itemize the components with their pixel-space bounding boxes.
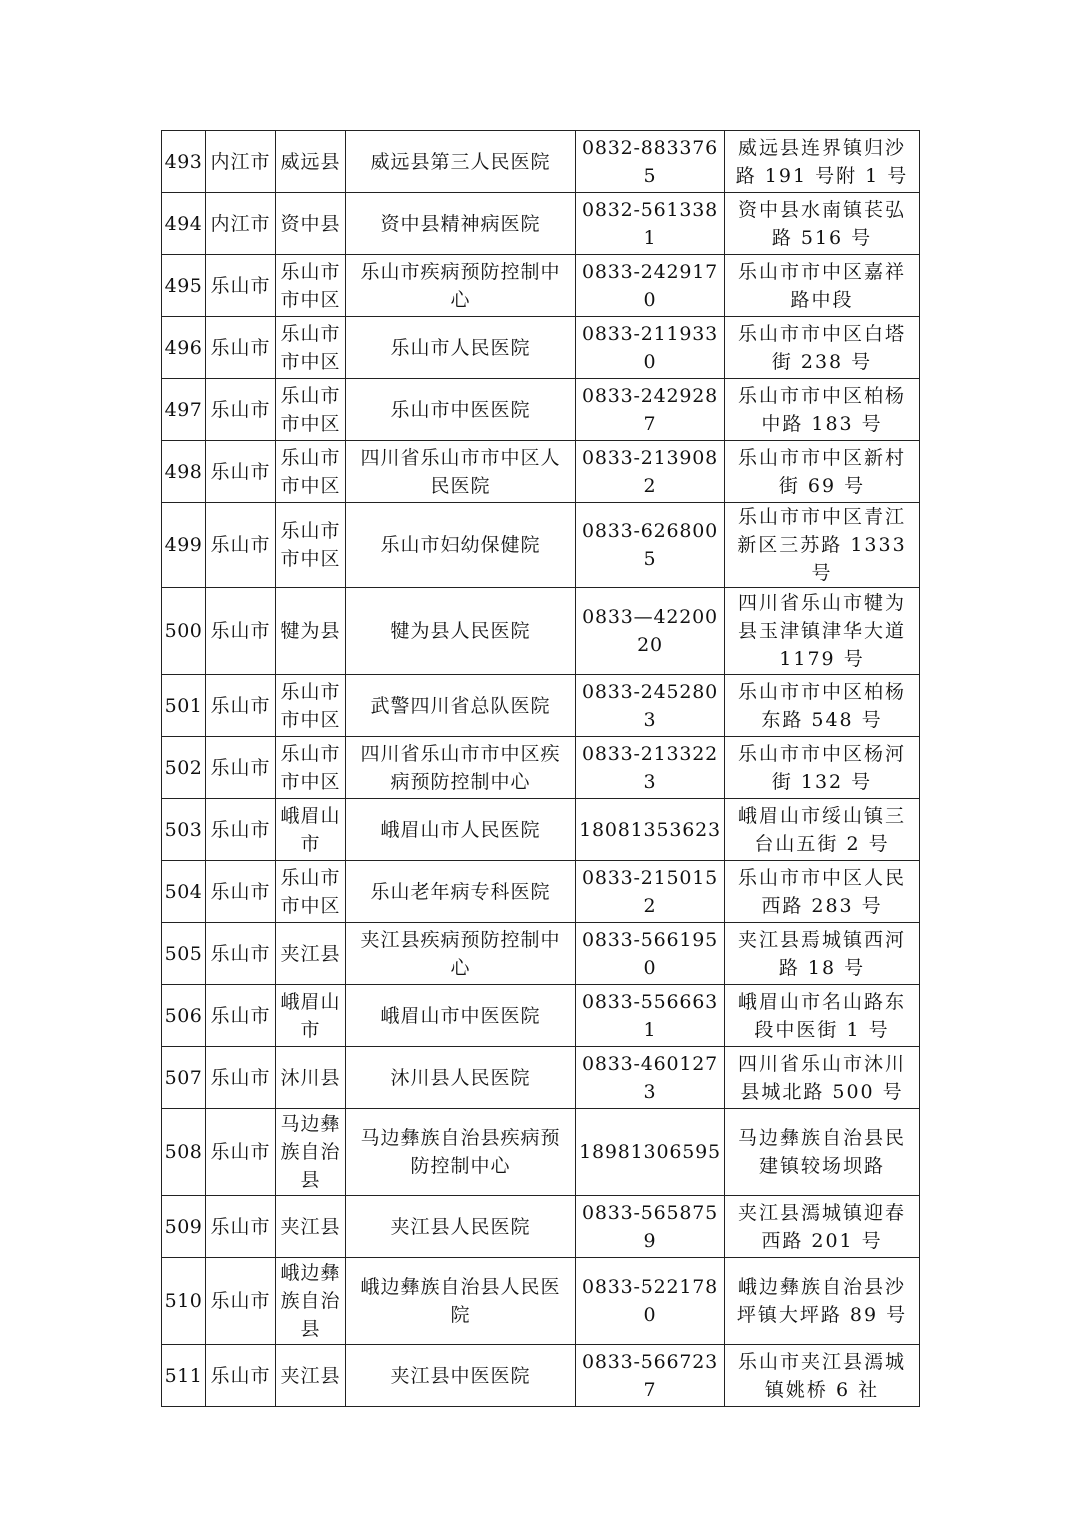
table-body: [162, 131, 920, 1407]
address-cell: 马边彝族自治县民建镇较场坝路: [725, 1109, 920, 1196]
phone-cell: 0833-2150152: [576, 861, 725, 923]
institution-name-cell: 马边彝族自治县疾病预防控制中心: [346, 1109, 576, 1196]
institution-name-cell: 乐山老年病专科医院: [346, 861, 576, 923]
county-cell: 乐山市市中区: [276, 255, 346, 317]
row-number: 497: [162, 379, 206, 441]
row-number: 511: [162, 1345, 206, 1407]
address-cell: 乐山市市中区人民西路 283 号: [725, 861, 920, 923]
table-row: [162, 255, 920, 317]
institution-name-cell: 峨眉山市中医医院: [346, 985, 576, 1047]
address-cell: 四川省乐山市犍为县玉津镇津华大道 1179 号: [725, 588, 920, 675]
table-row: [162, 737, 920, 799]
address-cell: 资中县水南镇苌弘路 516 号: [725, 193, 920, 255]
county-cell: 乐山市市中区: [276, 441, 346, 503]
institution-name-cell: 夹江县人民医院: [346, 1196, 576, 1258]
county-cell: 峨边彝族自治县: [276, 1258, 346, 1345]
city-cell: 乐山市: [206, 379, 276, 441]
table-row: [162, 441, 920, 503]
phone-cell: 0833-2429287: [576, 379, 725, 441]
phone-cell: 0833-5661950: [576, 923, 725, 985]
row-number: 504: [162, 861, 206, 923]
city-cell: 乐山市: [206, 985, 276, 1047]
county-cell: 犍为县: [276, 588, 346, 675]
county-cell: 资中县: [276, 193, 346, 255]
phone-cell: 0833-5221780: [576, 1258, 725, 1345]
city-cell: 乐山市: [206, 799, 276, 861]
address-cell: 夹江县焉城镇西河路 18 号: [725, 923, 920, 985]
phone-cell: 0833-6268005: [576, 503, 725, 588]
table-row: [162, 131, 920, 193]
city-cell: 乐山市: [206, 675, 276, 737]
address-cell: 乐山市市中区嘉祥路中段: [725, 255, 920, 317]
row-number: 500: [162, 588, 206, 675]
address-cell: 乐山市市中区新村街 69 号: [725, 441, 920, 503]
city-cell: 乐山市: [206, 317, 276, 379]
row-number: 505: [162, 923, 206, 985]
phone-cell: 0833-5667237: [576, 1345, 725, 1407]
row-number: 494: [162, 193, 206, 255]
address-cell: 威远县连界镇归沙路 191 号附 1 号: [725, 131, 920, 193]
row-number: 496: [162, 317, 206, 379]
city-cell: 乐山市: [206, 503, 276, 588]
county-cell: 沐川县: [276, 1047, 346, 1109]
phone-cell: 0833-2139082: [576, 441, 725, 503]
row-number: 498: [162, 441, 206, 503]
row-number: 507: [162, 1047, 206, 1109]
phone-cell: 0833-4601273: [576, 1047, 725, 1109]
table-row: [162, 503, 920, 588]
institution-name-cell: 乐山市人民医院: [346, 317, 576, 379]
phone-cell: 18981306595: [576, 1109, 725, 1196]
phone-cell: 0833-2119330: [576, 317, 725, 379]
table-row: [162, 1196, 920, 1258]
county-cell: 乐山市市中区: [276, 675, 346, 737]
row-number: 502: [162, 737, 206, 799]
city-cell: 乐山市: [206, 1345, 276, 1407]
phone-cell: 0833-2452803: [576, 675, 725, 737]
phone-cell: 0833-5658759: [576, 1196, 725, 1258]
phone-cell: 0833-2429170: [576, 255, 725, 317]
city-cell: 乐山市: [206, 737, 276, 799]
institution-name-cell: 四川省乐山市市中区人民医院: [346, 441, 576, 503]
city-cell: 乐山市: [206, 588, 276, 675]
institution-name-cell: 峨边彝族自治县人民医院: [346, 1258, 576, 1345]
address-cell: 夹江县漹城镇迎春西路 201 号: [725, 1196, 920, 1258]
city-cell: 内江市: [206, 193, 276, 255]
row-number: 509: [162, 1196, 206, 1258]
institution-name-cell: 四川省乐山市市中区疾病预防控制中心: [346, 737, 576, 799]
city-cell: 内江市: [206, 131, 276, 193]
city-cell: 乐山市: [206, 255, 276, 317]
row-number: 495: [162, 255, 206, 317]
address-cell: 乐山市市中区柏杨中路 183 号: [725, 379, 920, 441]
address-cell: 乐山市夹江县漹城镇姚桥 6 社: [725, 1345, 920, 1407]
address-cell: 乐山市市中区柏杨东路 548 号: [725, 675, 920, 737]
row-number: 493: [162, 131, 206, 193]
phone-cell: 0833-2133223: [576, 737, 725, 799]
table-row: [162, 861, 920, 923]
row-number: 506: [162, 985, 206, 1047]
hospital-table: [161, 130, 920, 1407]
table-row: [162, 799, 920, 861]
county-cell: 威远县: [276, 131, 346, 193]
row-number: 499: [162, 503, 206, 588]
county-cell: 乐山市市中区: [276, 317, 346, 379]
city-cell: 乐山市: [206, 1196, 276, 1258]
phone-cell: 0832-5613381: [576, 193, 725, 255]
address-cell: 峨眉山市绥山镇三台山五街 2 号: [725, 799, 920, 861]
county-cell: 峨眉山市: [276, 985, 346, 1047]
table-row: [162, 923, 920, 985]
address-cell: 四川省乐山市沐川县城北路 500 号: [725, 1047, 920, 1109]
county-cell: 乐山市市中区: [276, 861, 346, 923]
row-number: 501: [162, 675, 206, 737]
institution-name-cell: 沐川县人民医院: [346, 1047, 576, 1109]
document-page: [161, 130, 919, 1407]
phone-cell: 0833—4220020: [576, 588, 725, 675]
table-row: [162, 675, 920, 737]
county-cell: 乐山市市中区: [276, 503, 346, 588]
table-row: [162, 193, 920, 255]
county-cell: 夹江县: [276, 1196, 346, 1258]
county-cell: 乐山市市中区: [276, 737, 346, 799]
city-cell: 乐山市: [206, 1109, 276, 1196]
address-cell: 乐山市市中区青江新区三苏路 1333 号: [725, 503, 920, 588]
city-cell: 乐山市: [206, 1258, 276, 1345]
county-cell: 峨眉山市: [276, 799, 346, 861]
institution-name-cell: 夹江县疾病预防控制中心: [346, 923, 576, 985]
address-cell: 峨眉山市名山路东段中医街 1 号: [725, 985, 920, 1047]
city-cell: 乐山市: [206, 441, 276, 503]
table-row: [162, 1258, 920, 1345]
county-cell: 夹江县: [276, 923, 346, 985]
institution-name-cell: 乐山市疾病预防控制中心: [346, 255, 576, 317]
city-cell: 乐山市: [206, 923, 276, 985]
phone-cell: 0833-5566631: [576, 985, 725, 1047]
phone-cell: 0832-8833765: [576, 131, 725, 193]
table-row: [162, 379, 920, 441]
institution-name-cell: 犍为县人民医院: [346, 588, 576, 675]
institution-name-cell: 峨眉山市人民医院: [346, 799, 576, 861]
address-cell: 乐山市市中区杨河街 132 号: [725, 737, 920, 799]
table-row: [162, 985, 920, 1047]
row-number: 510: [162, 1258, 206, 1345]
row-number: 503: [162, 799, 206, 861]
county-cell: 夹江县: [276, 1345, 346, 1407]
table-row: [162, 1345, 920, 1407]
table-row: [162, 588, 920, 675]
phone-cell: 18081353623: [576, 799, 725, 861]
institution-name-cell: 武警四川省总队医院: [346, 675, 576, 737]
table-row: [162, 1047, 920, 1109]
row-number: 508: [162, 1109, 206, 1196]
city-cell: 乐山市: [206, 861, 276, 923]
county-cell: 乐山市市中区: [276, 379, 346, 441]
table-row: [162, 317, 920, 379]
address-cell: 乐山市市中区白塔街 238 号: [725, 317, 920, 379]
institution-name-cell: 乐山市中医医院: [346, 379, 576, 441]
table-row: [162, 1109, 920, 1196]
county-cell: 马边彝族自治县: [276, 1109, 346, 1196]
city-cell: 乐山市: [206, 1047, 276, 1109]
institution-name-cell: 威远县第三人民医院: [346, 131, 576, 193]
institution-name-cell: 乐山市妇幼保健院: [346, 503, 576, 588]
institution-name-cell: 资中县精神病医院: [346, 193, 576, 255]
institution-name-cell: 夹江县中医医院: [346, 1345, 576, 1407]
address-cell: 峨边彝族自治县沙坪镇大坪路 89 号: [725, 1258, 920, 1345]
